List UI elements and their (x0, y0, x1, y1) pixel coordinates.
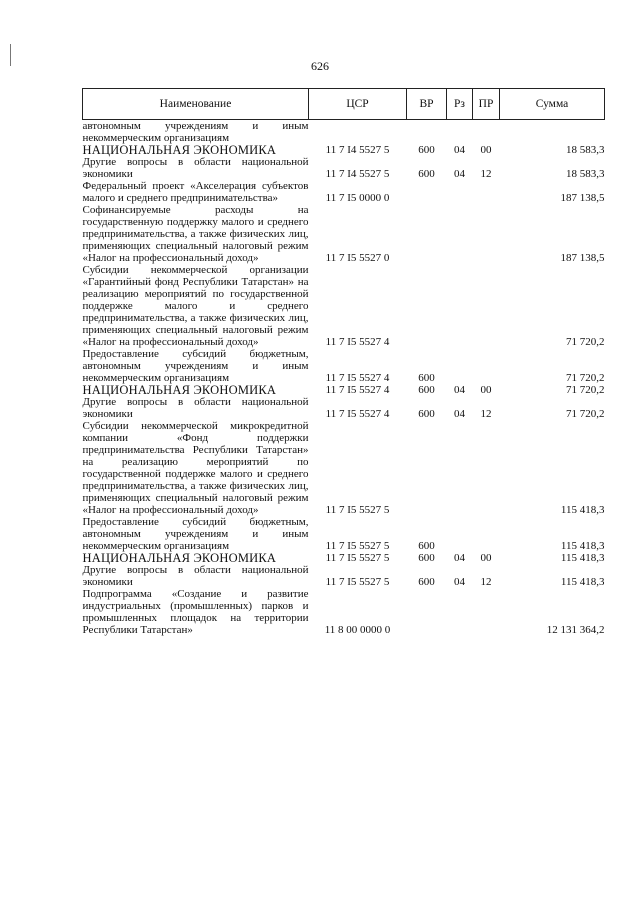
cell-rz (447, 180, 473, 204)
cell-vr: 600 (418, 372, 435, 384)
header-sum: Сумма (500, 89, 605, 120)
cell-vr (407, 264, 447, 348)
cell-pr (473, 204, 500, 264)
cell-sum: 187 138,5 (560, 252, 605, 264)
budget-table-container (82, 88, 604, 636)
cell-vr: 600 (418, 576, 435, 588)
cell-rz (447, 204, 473, 264)
cell-vr: 600 (418, 144, 435, 156)
table-row (83, 264, 605, 348)
budget-table (82, 88, 605, 636)
cell-vr (407, 204, 447, 264)
cell-csr: 11 7 I5 5527 4 (325, 408, 390, 420)
cell-sum: 71 720,2 (566, 336, 605, 348)
cell-csr: 11 7 I5 5527 0 (325, 252, 390, 264)
cell-name: Федеральный проект «Акселерация субъектов малого и среднего предпринимательства» (82, 180, 309, 204)
cell-rz: 04 (454, 144, 465, 156)
cell-rz (447, 516, 473, 552)
cell-sum: 115 418,3 (560, 576, 605, 588)
cell-rz: 04 (454, 168, 465, 180)
cell-name: Подпрограмма «Создание и развитие индустриальных (промышленных) парков и промышленных площадок на территории Республики Татарстан» (82, 588, 309, 636)
table-header-row (83, 89, 605, 120)
header-vr: ВР (407, 89, 447, 120)
cell-sum: 12 131 364,2 (546, 624, 605, 636)
cell-name: Предоставление субсидий бюджетным, автономным учреждениям и иным некоммерческим организациям (82, 348, 309, 384)
cell-sum (500, 120, 605, 145)
cell-csr: 11 7 I4 5527 5 (325, 168, 390, 180)
cell-sum: 115 418,3 (560, 552, 605, 564)
cell-name: Другие вопросы в области национальной экономики (82, 156, 309, 180)
cell-name: Субсидии некоммерческой организации «Гарантийный фонд Республики Татарстан» на реализацию мероприятий по государственной поддержке малого и среднего предпринимательства, а также физических лиц, применяющих специальный налоговый режим «Налог на профессиональный доход» (82, 264, 309, 348)
cell-pr: 12 (480, 408, 492, 420)
cell-csr (309, 120, 407, 145)
cell-pr: 00 (480, 144, 492, 156)
header-csr: ЦСР (309, 89, 407, 120)
cell-csr: 11 7 I5 5527 5 (325, 504, 390, 516)
cell-pr (473, 120, 500, 145)
cell-rz: 04 (454, 576, 465, 588)
table-row (83, 420, 605, 516)
cell-vr: 600 (418, 408, 435, 420)
cell-csr: 11 7 I5 5527 4 (325, 384, 390, 396)
cell-pr: 12 (480, 168, 492, 180)
table-row (83, 552, 605, 564)
cell-name: Другие вопросы в области национальной экономики (82, 396, 309, 420)
cell-sum: 187 138,5 (560, 192, 605, 204)
cell-vr: 600 (418, 384, 435, 396)
cell-pr (473, 180, 500, 204)
cell-rz (447, 120, 473, 145)
cell-pr (473, 516, 500, 552)
table-row (83, 384, 605, 396)
cell-name: Другие вопросы в области национальной экономики (82, 564, 309, 588)
cell-rz: 04 (454, 408, 465, 420)
cell-sum: 71 720,2 (566, 384, 605, 396)
cell-pr (473, 264, 500, 348)
cell-csr: 11 8 00 0000 0 (324, 624, 391, 636)
table-row (83, 348, 605, 384)
cell-sum: 115 418,3 (560, 540, 605, 552)
cell-csr: 11 7 I5 5527 5 (325, 540, 390, 552)
table-row (83, 144, 605, 156)
cell-sum: 71 720,2 (566, 372, 605, 384)
cell-name: Предоставление субсидий бюджетным, автономным учреждениям и иным некоммерческим организациям (82, 516, 309, 552)
table-row (83, 156, 605, 180)
header-pr: ПР (473, 89, 500, 120)
cell-vr (407, 420, 447, 516)
cell-vr: 600 (418, 168, 435, 180)
page-number: 626 (311, 59, 329, 73)
cell-rz (447, 264, 473, 348)
cell-sum: 18 583,3 (566, 144, 605, 156)
cell-sum: 71 720,2 (566, 408, 605, 420)
cell-vr (407, 120, 447, 145)
table-body (83, 120, 605, 637)
table-row (83, 588, 605, 636)
cell-sum: 115 418,3 (560, 504, 605, 516)
cell-name: НАЦИОНАЛЬНАЯ ЭКОНОМИКА (82, 143, 277, 157)
cell-vr: 600 (418, 540, 435, 552)
table-row (83, 396, 605, 420)
cell-name: НАЦИОНАЛЬНАЯ ЭКОНОМИКА (82, 383, 277, 397)
cell-rz (447, 588, 473, 636)
cell-pr (473, 348, 500, 384)
table-row (83, 180, 605, 204)
table-row (83, 120, 605, 145)
cell-csr: 11 7 I5 5527 5 (325, 576, 390, 588)
cell-vr (407, 588, 447, 636)
header-name: Наименование (83, 89, 309, 120)
cell-pr: 00 (480, 552, 492, 564)
table-row (83, 564, 605, 588)
cell-name: Софинансируемые расходы на государственную поддержку малого и среднего предпринимательства, а также физических лиц, применяющих специальный налоговый режим «Налог на профессиональный доход» (82, 204, 309, 264)
cell-csr: 11 7 I4 5527 5 (325, 144, 390, 156)
cell-vr (407, 180, 447, 204)
cell-pr (473, 588, 500, 636)
cell-vr: 600 (418, 552, 435, 564)
cell-rz (447, 420, 473, 516)
cell-name: НАЦИОНАЛЬНАЯ ЭКОНОМИКА (82, 551, 277, 565)
cell-csr: 11 7 I5 5527 5 (325, 552, 390, 564)
cell-sum: 18 583,3 (566, 168, 605, 180)
header-rz: Рз (447, 89, 473, 120)
cell-csr: 11 7 I5 0000 0 (325, 192, 390, 204)
cell-rz (447, 348, 473, 384)
table-row (83, 516, 605, 552)
cell-rz: 04 (454, 384, 465, 396)
cell-pr: 00 (480, 384, 492, 396)
table-row (83, 204, 605, 264)
cell-pr: 12 (480, 576, 492, 588)
cell-csr: 11 7 I5 5527 4 (325, 372, 390, 384)
cell-rz: 04 (454, 552, 465, 564)
cell-name: автономным учреждениям и иным некоммерческим организациям (82, 120, 309, 144)
cell-name: Субсидии некоммерческой микрокредитной компании «Фонд поддержки предпринимательства Республики Татарстан» на реализацию мероприятий по государственной поддержке малого и среднего предпринимательства, а также физических лиц, применяющих специальный налоговый режим «Налог на профессиональный доход» (82, 420, 309, 516)
cell-pr (473, 420, 500, 516)
cell-csr: 11 7 I5 5527 4 (325, 336, 390, 348)
